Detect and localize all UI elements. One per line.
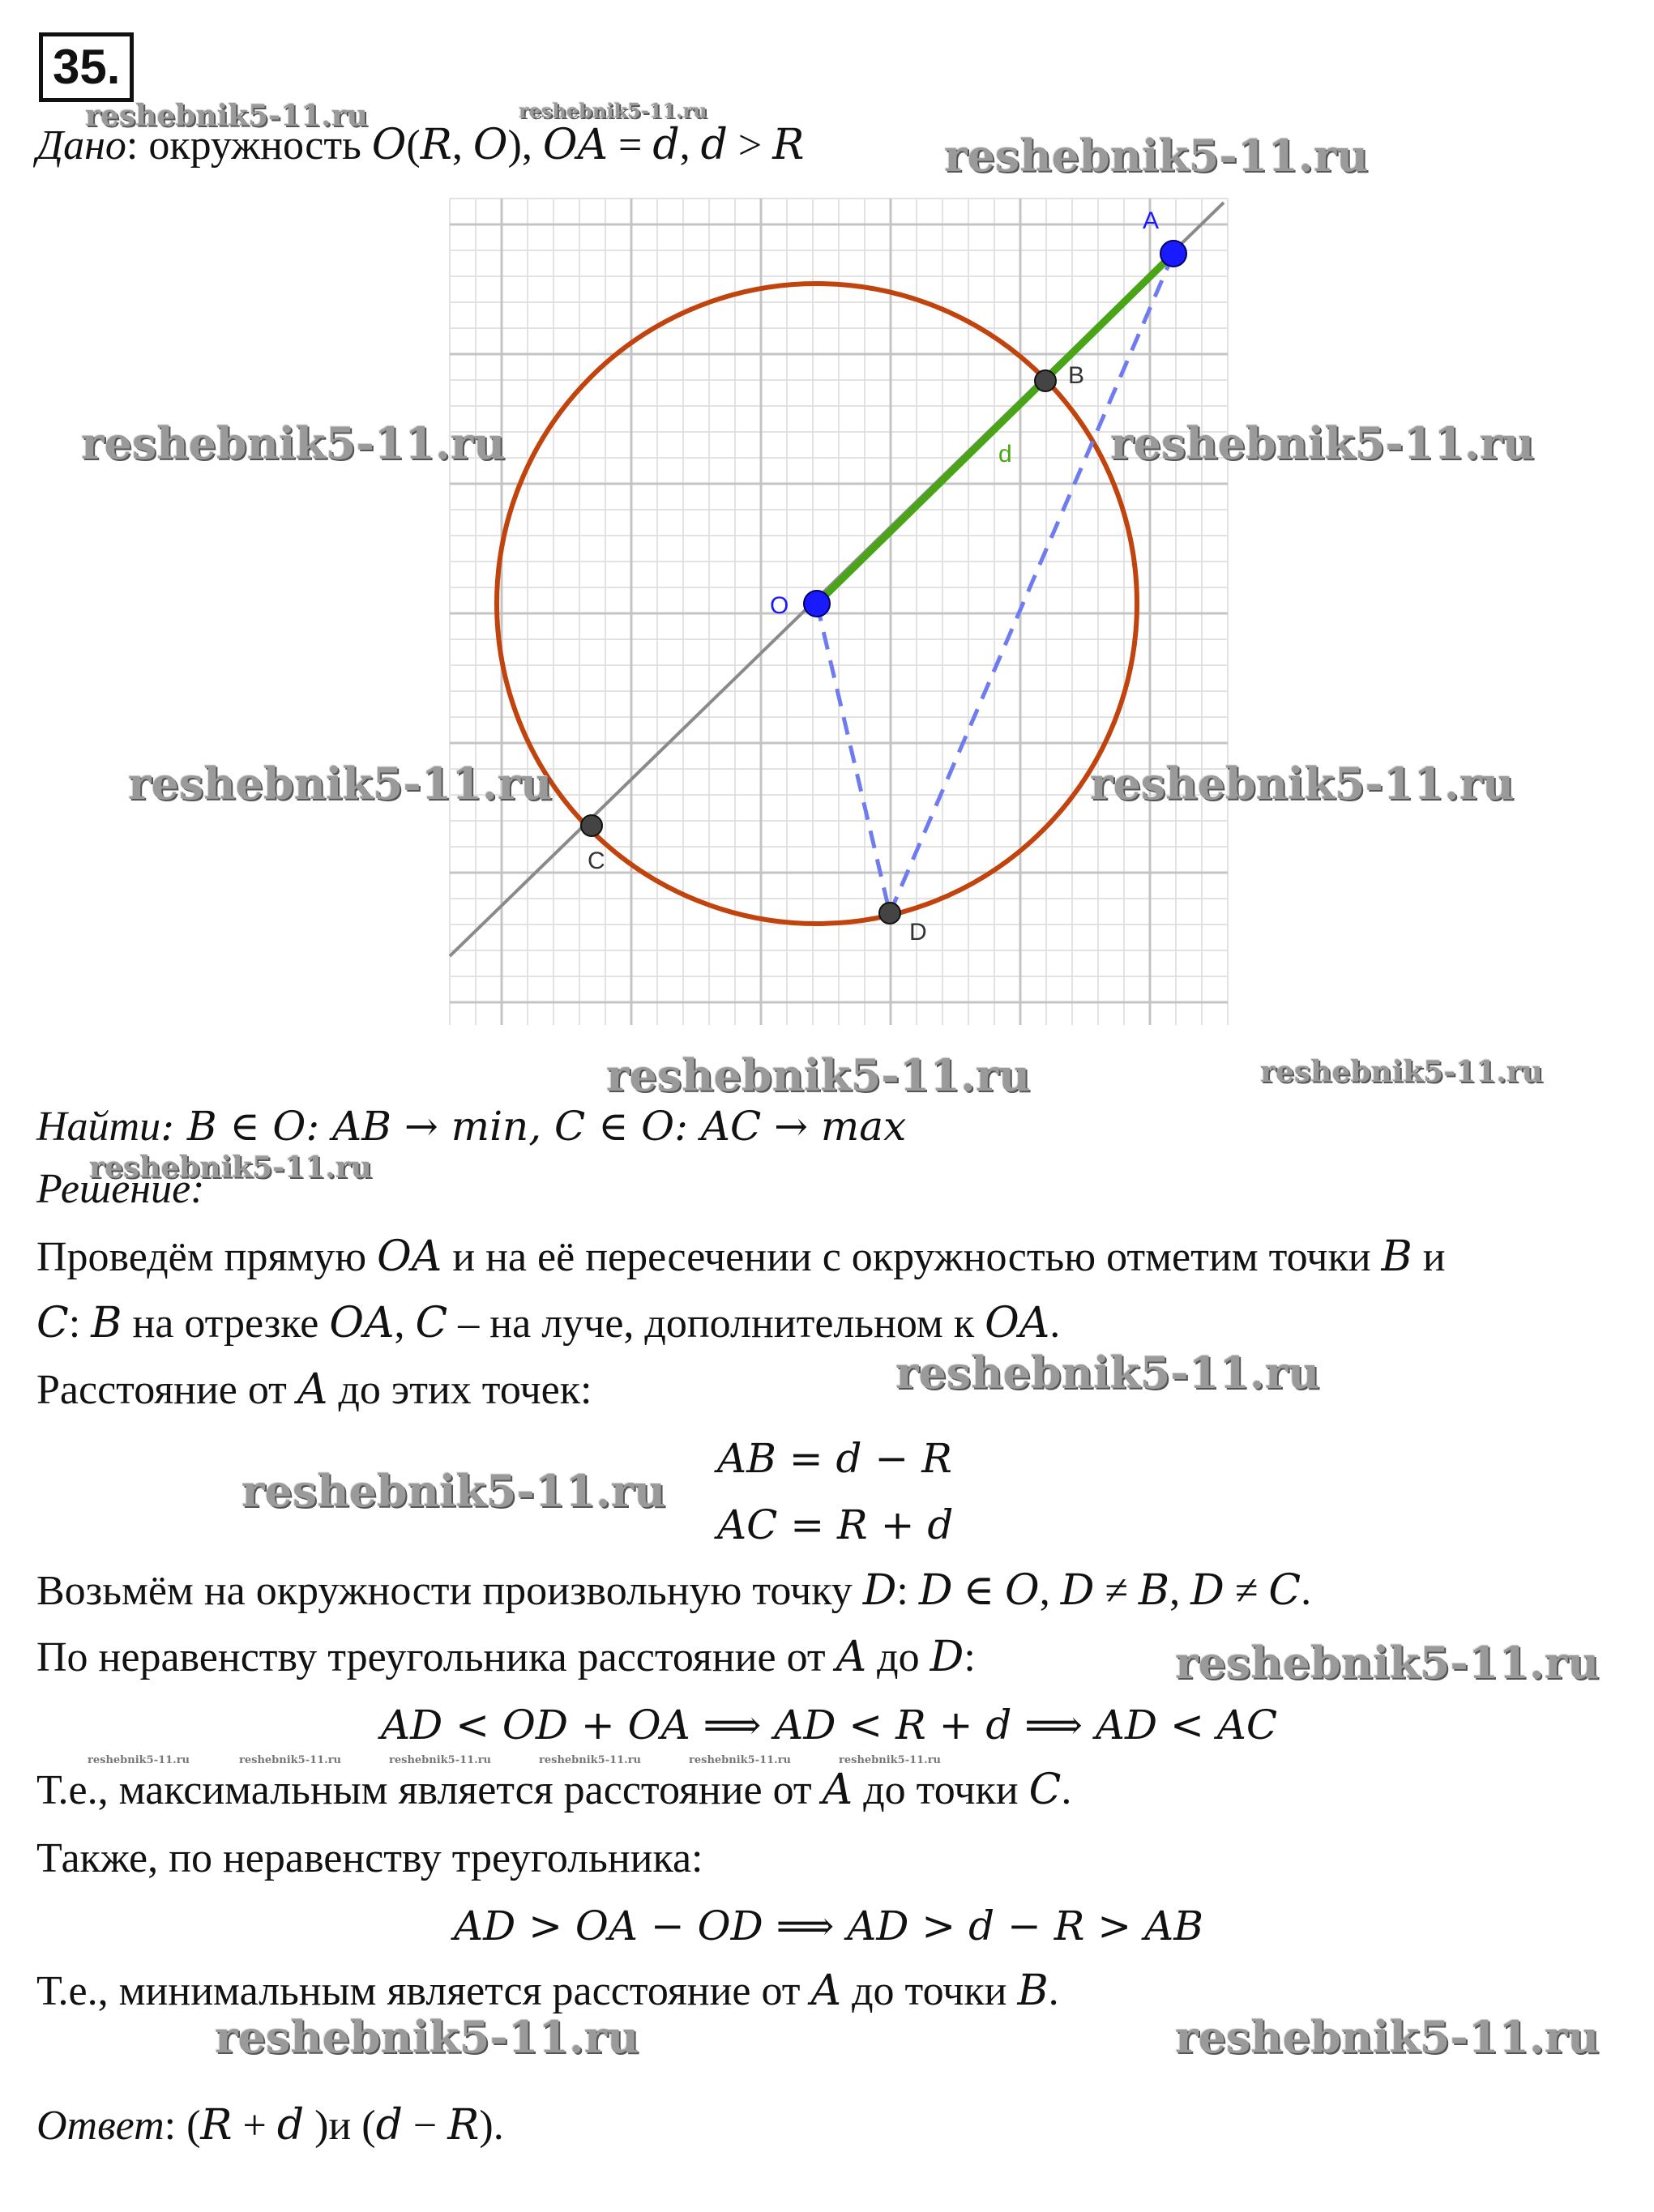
watermark: reshebnik5-11.ru bbox=[606, 1049, 1031, 1101]
segment-label-d: d bbox=[998, 441, 1012, 468]
watermark: reshebnik5-11.ru bbox=[389, 1754, 492, 1766]
answer-line bbox=[36, 2100, 504, 2152]
point-c bbox=[581, 815, 602, 836]
watermark: reshebnik5-11.ru bbox=[1260, 1055, 1543, 1089]
watermark: reshebnik5-11.ru bbox=[1175, 1637, 1600, 1689]
equation-ab: 𝐴𝐵 = 𝑑 − 𝑅 bbox=[717, 1435, 952, 1482]
equation-ad-max: 𝐴𝐷 < 𝑂𝐷 + 𝑂𝐴 ⟹ 𝐴𝐷 < 𝑅 + 𝑑 ⟹ 𝐴𝐷 < 𝐴𝐶 bbox=[381, 1702, 1278, 1749]
watermark: reshebnik5-11.ru bbox=[539, 1754, 642, 1766]
paragraph-3: Возьмём на окружности произвольную точку 𝐷: 𝐷 ∈ 𝑂, 𝐷 ≠ 𝐵, 𝐷 ≠ 𝐶. bbox=[36, 1568, 1312, 1614]
watermark: reshebnik5-11.ru bbox=[1110, 417, 1535, 469]
answer-text: : (𝑅 + 𝑑 )и (𝑑 − 𝑅). bbox=[164, 2103, 504, 2149]
find-line bbox=[36, 1100, 906, 1153]
paragraph-4: По неравенству треугольника расстояние от 𝐴 до 𝐷: bbox=[36, 1634, 976, 1680]
dashed-ad bbox=[890, 254, 1173, 913]
watermark: reshebnik5-11.ru bbox=[944, 130, 1369, 181]
watermark: reshebnik5-11.ru bbox=[839, 1754, 942, 1766]
watermark: reshebnik5-11.ru bbox=[128, 758, 553, 809]
point-b bbox=[1035, 370, 1056, 391]
watermark: reshebnik5-11.ru bbox=[1090, 758, 1515, 809]
point-d bbox=[879, 903, 900, 924]
equation-ad-min: 𝐴𝐷 > 𝑂𝐴 − 𝑂𝐷 ⟹ 𝐴𝐷 > 𝑑 − 𝑅 > 𝐴𝐵 bbox=[454, 1902, 1203, 1949]
given-text: : окружность 𝑂(𝑅, 𝑂), 𝑂𝐴 = 𝑑, 𝑑 > 𝑅 bbox=[126, 122, 805, 169]
find-text: : 𝐵 ∈ 𝑂: 𝐴𝐵 → 𝑚𝑖𝑛, 𝐶 ∈ 𝑂: 𝐴𝐶 → 𝑚𝑎𝑥 bbox=[160, 1103, 907, 1150]
equation-ac: 𝐴𝐶 = 𝑅 + 𝑑 bbox=[717, 1501, 954, 1548]
paragraph-1a: Проведём прямую 𝑂𝐴 и на её пересечении с окружностью отметим точки 𝐵 и bbox=[36, 1234, 1446, 1280]
point-o bbox=[804, 591, 830, 617]
dashed-od bbox=[817, 604, 890, 913]
watermark: reshebnik5-11.ru bbox=[89, 1151, 372, 1185]
find-label: Найти bbox=[36, 1104, 161, 1150]
watermark: reshebnik5-11.ru bbox=[88, 1754, 190, 1766]
grid bbox=[450, 199, 1228, 1025]
label-a: A bbox=[1143, 207, 1160, 234]
paragraph-5: Т.е., максимальным является расстояние от 𝐴 до точки 𝐶. bbox=[36, 1767, 1072, 1813]
watermark: reshebnik5-11.ru bbox=[239, 1754, 342, 1766]
paragraph-2: Расстояние от 𝐴 до этих точек: bbox=[36, 1367, 592, 1413]
solution-label: Решение: bbox=[36, 1166, 205, 1212]
geometry-figure bbox=[446, 186, 1256, 1029]
watermark: reshebnik5-11.ru bbox=[1175, 2011, 1600, 2063]
given-label: Дано bbox=[36, 122, 126, 169]
label-o: O bbox=[770, 592, 789, 619]
watermark: reshebnik5-11.ru bbox=[81, 417, 506, 469]
paragraph-7: Т.е., минимальным является расстояние от 𝐴 до точки 𝐵. bbox=[36, 1968, 1059, 2014]
label-c: C bbox=[588, 848, 605, 874]
point-a bbox=[1160, 241, 1186, 267]
label-b: B bbox=[1068, 362, 1085, 389]
watermark: reshebnik5-11.ru bbox=[895, 1347, 1320, 1399]
label-d: D bbox=[909, 919, 927, 946]
problem-number: 35. bbox=[39, 32, 134, 102]
watermark: reshebnik5-11.ru bbox=[241, 1465, 666, 1517]
answer-label: Ответ bbox=[36, 2103, 165, 2149]
watermark: reshebnik5-11.ru bbox=[85, 99, 368, 133]
paragraph-6: Также, по неравенству треугольника: bbox=[36, 1835, 703, 1881]
paragraph-1b: 𝐶: 𝐵 на отрезке 𝑂𝐴, 𝐶 – на луче, дополнительном к 𝑂𝐴. bbox=[36, 1300, 1061, 1347]
watermark: reshebnik5-11.ru bbox=[519, 99, 707, 122]
watermark: reshebnik5-11.ru bbox=[215, 2011, 639, 2063]
watermark: reshebnik5-11.ru bbox=[689, 1754, 792, 1766]
